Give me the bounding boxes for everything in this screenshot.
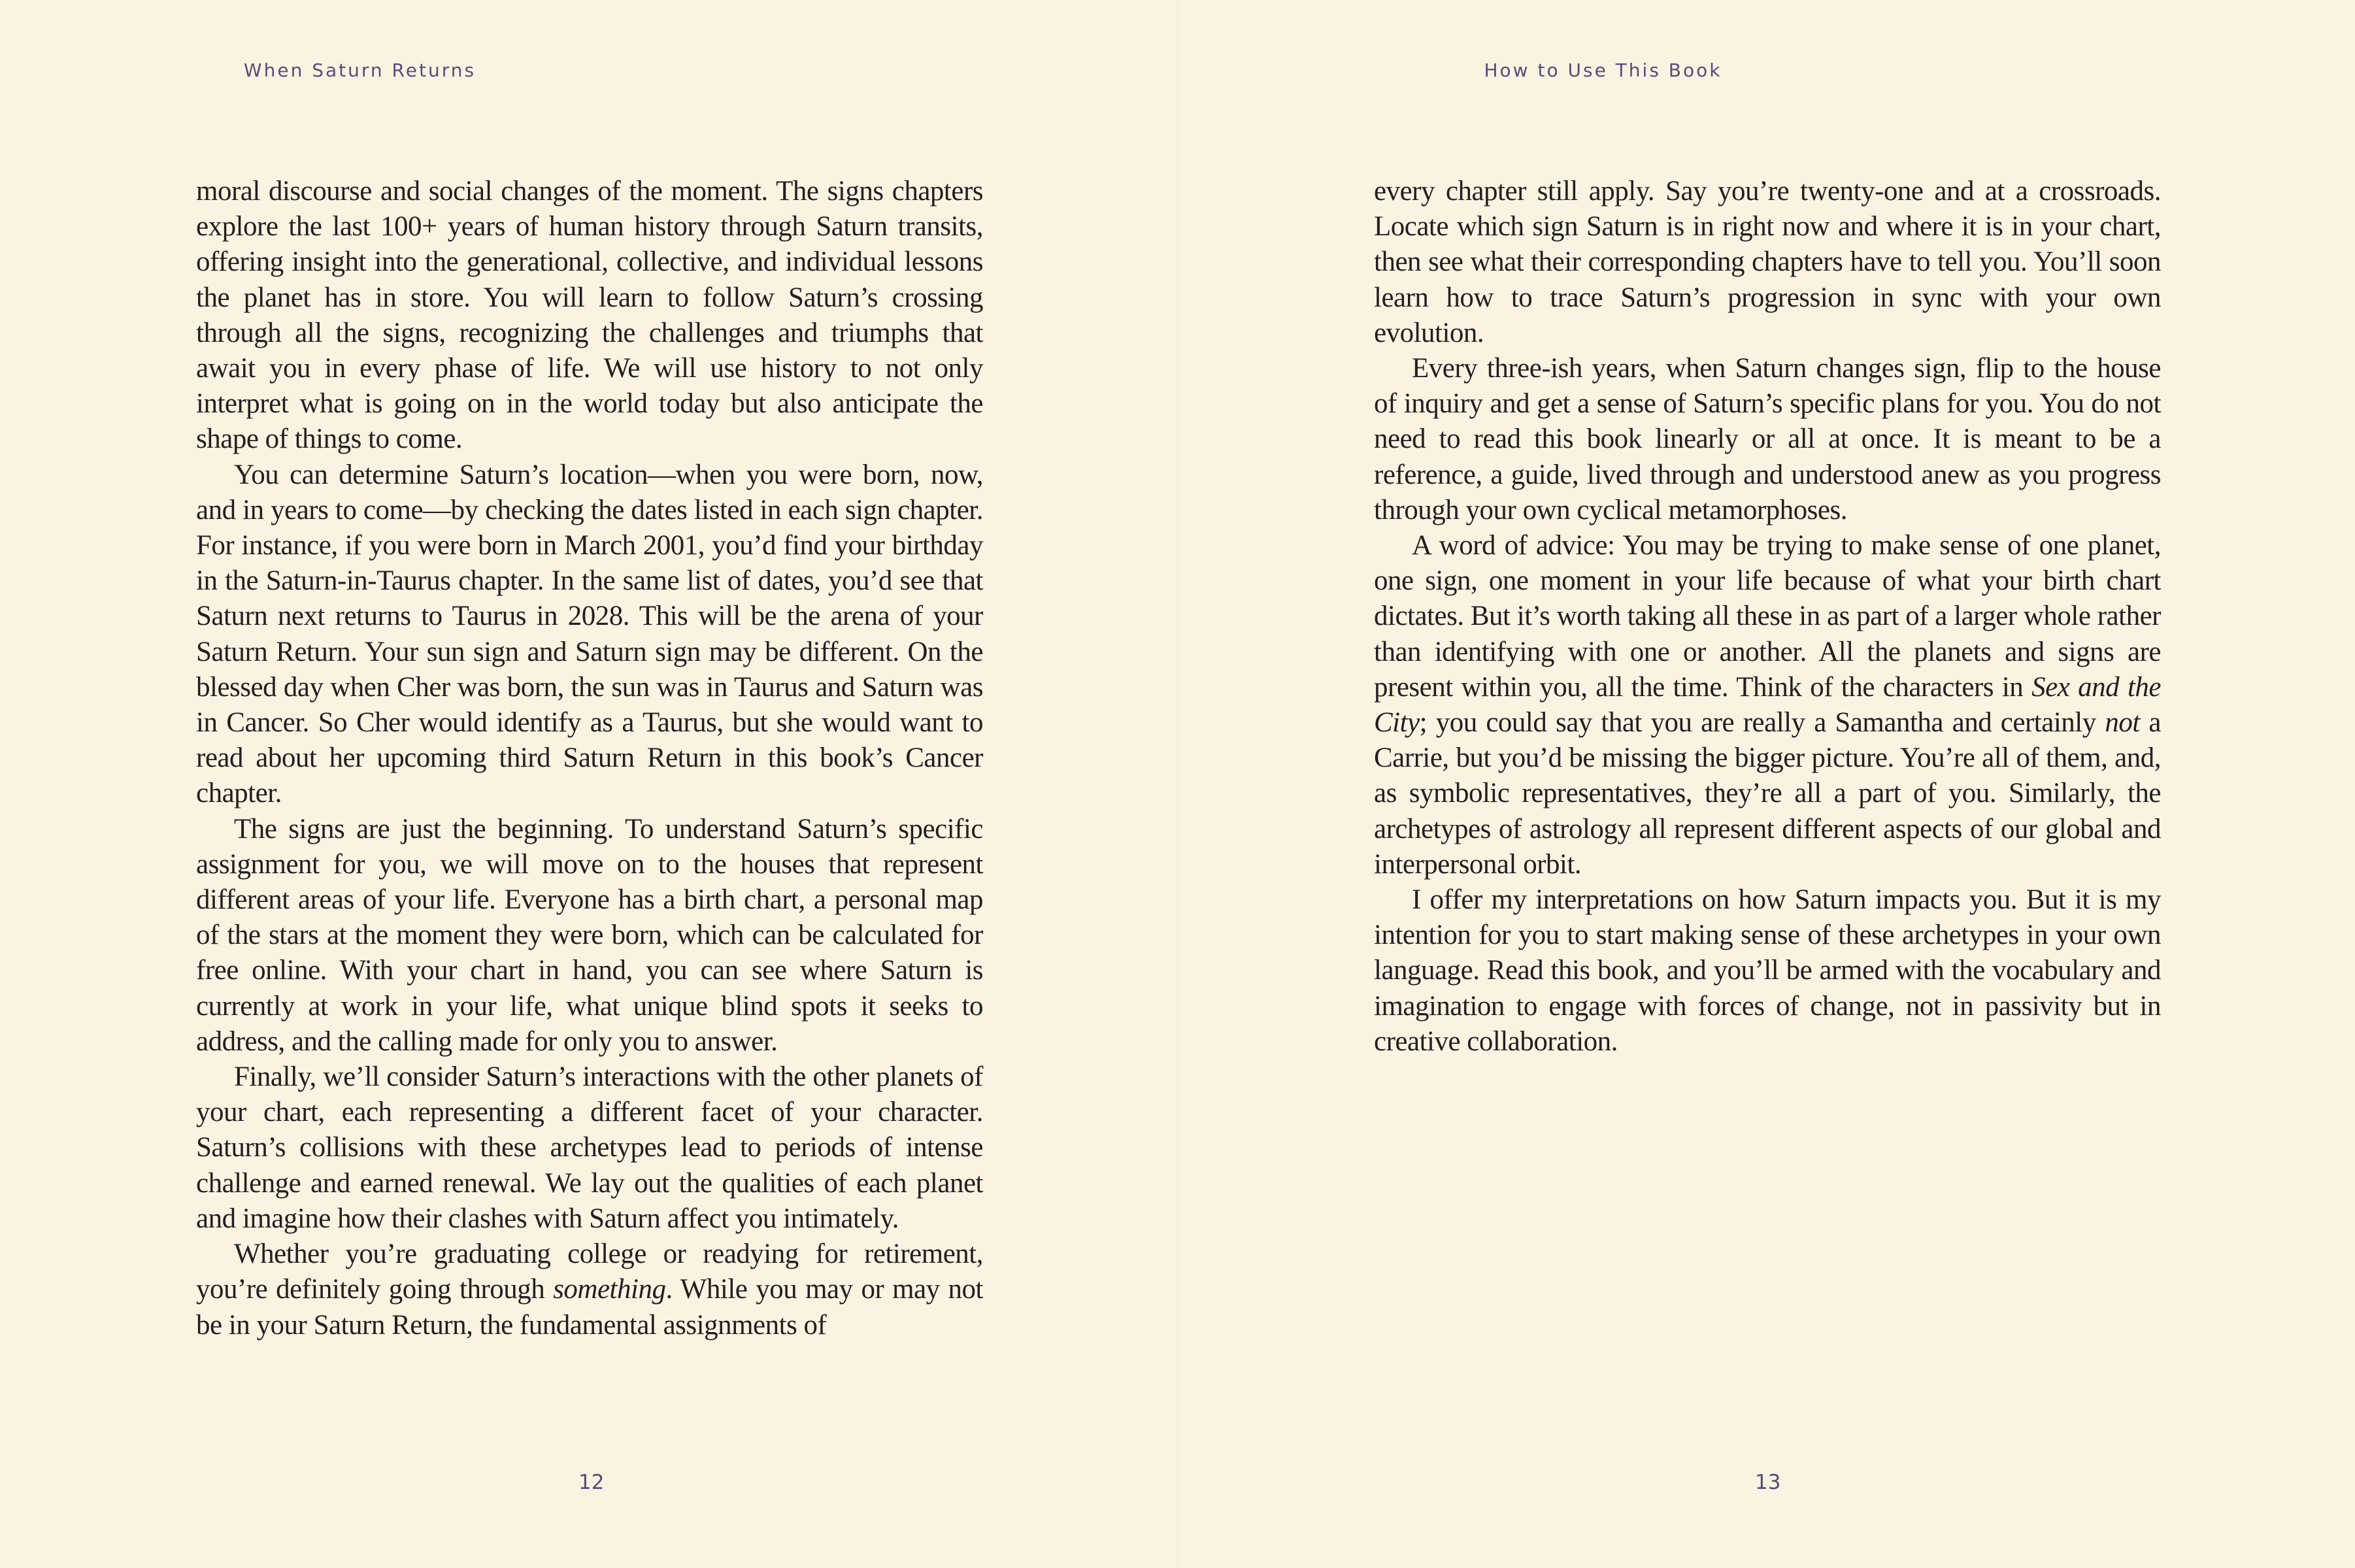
right-page	[1178, 0, 2355, 1568]
right-page-body	[1374, 174, 2161, 1059]
text-run: The signs are just the beginning. To understand Saturn’s specific assignment for you, we will move on to the houses that represent different areas of your life. Everyone has a birth chart, a personal map of the stars at the moment they were born, which can be calculated for free online. With your chart in hand, you can see where Saturn is currently at work in your life, what unique blind spots it seeks to address, and the calling made for only you to answer.	[196, 813, 983, 1057]
running-head-book-title: When Saturn Returns	[243, 59, 476, 81]
page-number: 13	[1755, 1471, 1781, 1494]
paragraph	[1374, 882, 2161, 1059]
paragraph	[1374, 528, 2161, 882]
text-run: every chapter still apply. Say you’re twenty-one and at a crossroads. Locate which sign Saturn is in right now and where it is in your chart, then see what their corresponding chapters have to tell you. You’ll soon learn how to trace Saturn’s progression in sync with your own evolution.	[1374, 176, 2161, 348]
text-run: moral discourse and social changes of the moment. The signs chapters explore the last 100+ years of human history through Saturn transits, offering insight into the generational, collective, and individual lessons the planet has in store. You will learn to follow Saturn’s crossing through all the signs, recognizing the challenges and triumphs that await you in every phase of life. We will use history to not only interpret what is going on in the world today but also anticipate the shape of things to come.	[196, 176, 983, 455]
italic-title: Sex and the City	[1374, 671, 2162, 739]
text-run: Every three-ish years, when Saturn changes sign, flip to the house of inquiry and get a sense of Saturn’s specific plans for you. You do not need to read this book linearly or all at once. It is meant to be a reference, a guide, lived through and understood anew as you progress through your own cyclical metamorphoses.	[1374, 353, 2161, 525]
text-run: Finally, we’ll consider Saturn’s interactions with the other planets of your chart, each representing a different facet of your character. Saturn’s collisions with these archetypes lead to periods of intense challenge and earned renewal. We lay out the qualities of each planet and imagine how their clashes with Saturn affect you intimately.	[196, 1061, 983, 1234]
left-page	[0, 0, 1177, 1568]
text-run: ; you could say that you are really a Samantha and certainly	[1419, 707, 2105, 739]
paragraph	[1374, 351, 2161, 528]
text-run: You can determine Saturn’s location—when you were born, now, and in years to come—by checking the dates listed in each sign chapter. For instance, if you were born in March 2001, you’d find your birthday in the Saturn-in-Taurus chapter. In the same list of dates, you’d see that Saturn next returns to Taurus in 2028. This will be the arena of your Saturn Return. Your sun sign and Saturn sign may be different. On the blessed day when Cher was born, the sun was in Taurus and Saturn was in Cancer. So Cher would identify as a Taurus, but she would want to read about her upcoming third Saturn Return in this book’s Cancer chapter.	[196, 459, 983, 809]
text-run: . While you may or may not be in your Saturn Return, the fundamental assignments of	[196, 1274, 983, 1341]
paragraph	[196, 174, 983, 458]
paragraph	[1374, 174, 2161, 351]
text-run: A word of advice: You may be trying to make sense of one planet, one sign, one moment in your life because of what your birth chart dictates. But it’s worth taking all these in as part of a larger whole rather than identifying with one or another. All the planets and signs are present within you, all the time. Think of the characters in	[1374, 530, 2161, 703]
italic-emphasis: something	[553, 1274, 666, 1305]
running-head-chapter-title: How to Use This Book	[1484, 59, 1722, 81]
paragraph	[196, 1059, 983, 1237]
paragraph	[196, 812, 983, 1059]
left-page-body	[196, 174, 983, 1343]
text-run: a Carrie, but you’d be missing the bigger picture. You’re all of them, and, as symbolic representatives, they’re all a part of you. Similarly, the archetypes of astrology all represent different aspects of our global and interpersonal orbit.	[1374, 707, 2161, 880]
text-run: Whether you’re graduating college or readying for retirement, you’re definitely going through	[196, 1239, 983, 1305]
paragraph	[196, 1237, 983, 1343]
paragraph	[196, 458, 983, 812]
page-number: 12	[578, 1471, 605, 1494]
text-run: I offer my interpretations on how Saturn impacts you. But it is my intention for you to start making sense of these archetypes in your own language. Read this book, and you’ll be armed with the vocabulary and imagination to engage with forces of change, not in passivity but in creative collaboration.	[1374, 884, 2161, 1057]
italic-emphasis: not	[2105, 707, 2140, 739]
